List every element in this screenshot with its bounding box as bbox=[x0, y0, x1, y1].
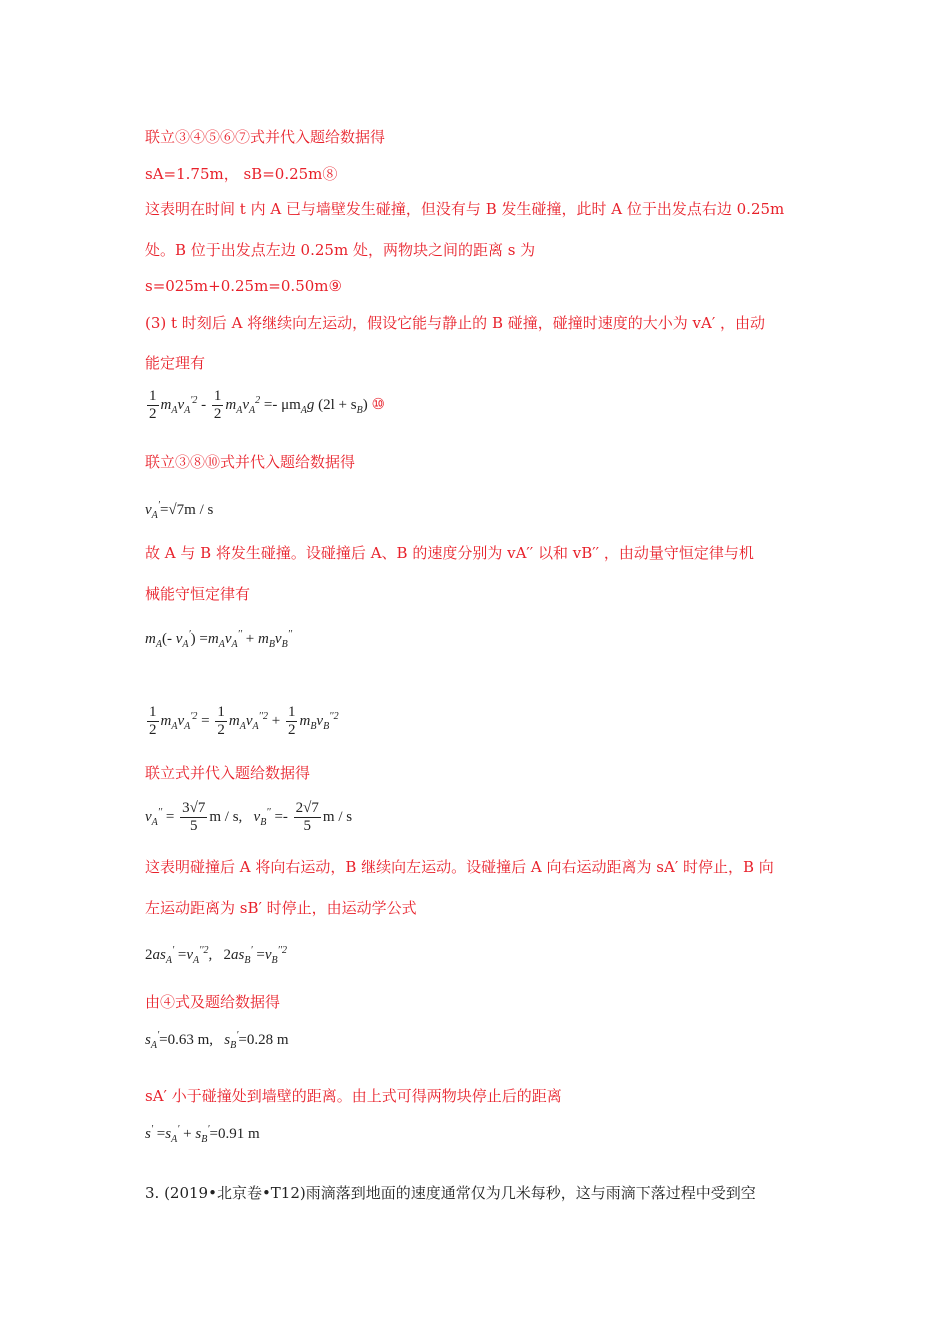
text-line: sA=1.75m， sB=0.25m⑧ bbox=[145, 165, 338, 183]
text-line: 这表明在时间 t 内 A 已与墙壁发生碰撞，但没有与 B 发生碰撞，此时 A 位于出发点右边 0.25m bbox=[145, 200, 785, 218]
equation-energy-conservation: $\frac{1}{2}$ $m_Av_A^{'2}$ = $\frac{1}{2}$ $m_Av_A^{''2}$ + $\frac{1}{2}$ $m_Bv_B^{''2}$ bbox=[149, 704, 339, 738]
equation-momentum: $m_A(-$ $v_A') =m_Av_A'' + m_Bv_B''$ bbox=[145, 629, 293, 650]
text-line: 由④式及题给数据得 bbox=[145, 993, 281, 1011]
text-line: 左运动距离为 sB′ 时停止，由运动学公式 bbox=[145, 899, 417, 917]
text-line: 能定理有 bbox=[145, 354, 206, 372]
text-line: 械能守恒定律有 bbox=[145, 585, 251, 603]
text-line: 联立③④⑤⑥⑦式并代入题给数据得 bbox=[145, 128, 386, 146]
equation-energy-theorem: $\frac{1}{2}$ $m_Av_A^{'2}$ - $\frac{1}{2}$ $m_Av_A^2 =- \mu m_Ag$ $(2l + s_B)$ ⑩ bbox=[149, 388, 385, 422]
text-line: 联立③⑧⑩式并代入题给数据得 bbox=[145, 453, 356, 471]
text-line: s=025m+0.25m=0.50m⑨ bbox=[145, 277, 342, 295]
text-line: 故 A 与 B 将发生碰撞。设碰撞后 A、B 的速度分别为 vA′′ 以和 vB′′ ，由动量守恒定律与机 bbox=[145, 544, 754, 562]
text-line: 处。B 位于出发点左边 0.25m 处，两物块之间的距离 s 为 bbox=[145, 241, 536, 259]
equation-distances: $s_A'=0.63$ m, $s_B'=0.28$ m bbox=[145, 1030, 289, 1051]
text-line: (3) t 时刻后 A 将继续向左运动，假设它能与静止的 B 碰撞，碰撞时速度的大小为 vA′ ，由动 bbox=[145, 314, 765, 332]
text-line: 这表明碰撞后 A 将向右运动，B 继续向左运动。设碰撞后 A 向右运动距离为 sA′ 时停止，B 向 bbox=[145, 858, 774, 876]
equation-final-distance: $s' =s_A' + s_B'=0.91$ m bbox=[145, 1124, 260, 1145]
equation-velocities-after: $v_A''$ = $\frac{3√7}{5}$ m / s, $v_B''$ =- $\frac{2√7}{5}$ m / s bbox=[145, 800, 353, 834]
equation-kinematics: $2as_A' =v_A^{''2}$, $2as_B' =v_B^{''2}$ bbox=[145, 945, 288, 966]
text-line: sA′ 小于碰撞处到墙壁的距离。由上式可得两物块停止后的距离 bbox=[145, 1087, 562, 1105]
question-3-line: 3. (2019•北京卷•T12)雨滴落到地面的速度通常仅为几米每秒，这与雨滴下落过程中受到空 bbox=[145, 1184, 756, 1202]
equation-vA-prime: $v_A'=√7m / s$ bbox=[145, 500, 214, 521]
text-line: 联立式并代入题给数据得 bbox=[145, 764, 311, 782]
